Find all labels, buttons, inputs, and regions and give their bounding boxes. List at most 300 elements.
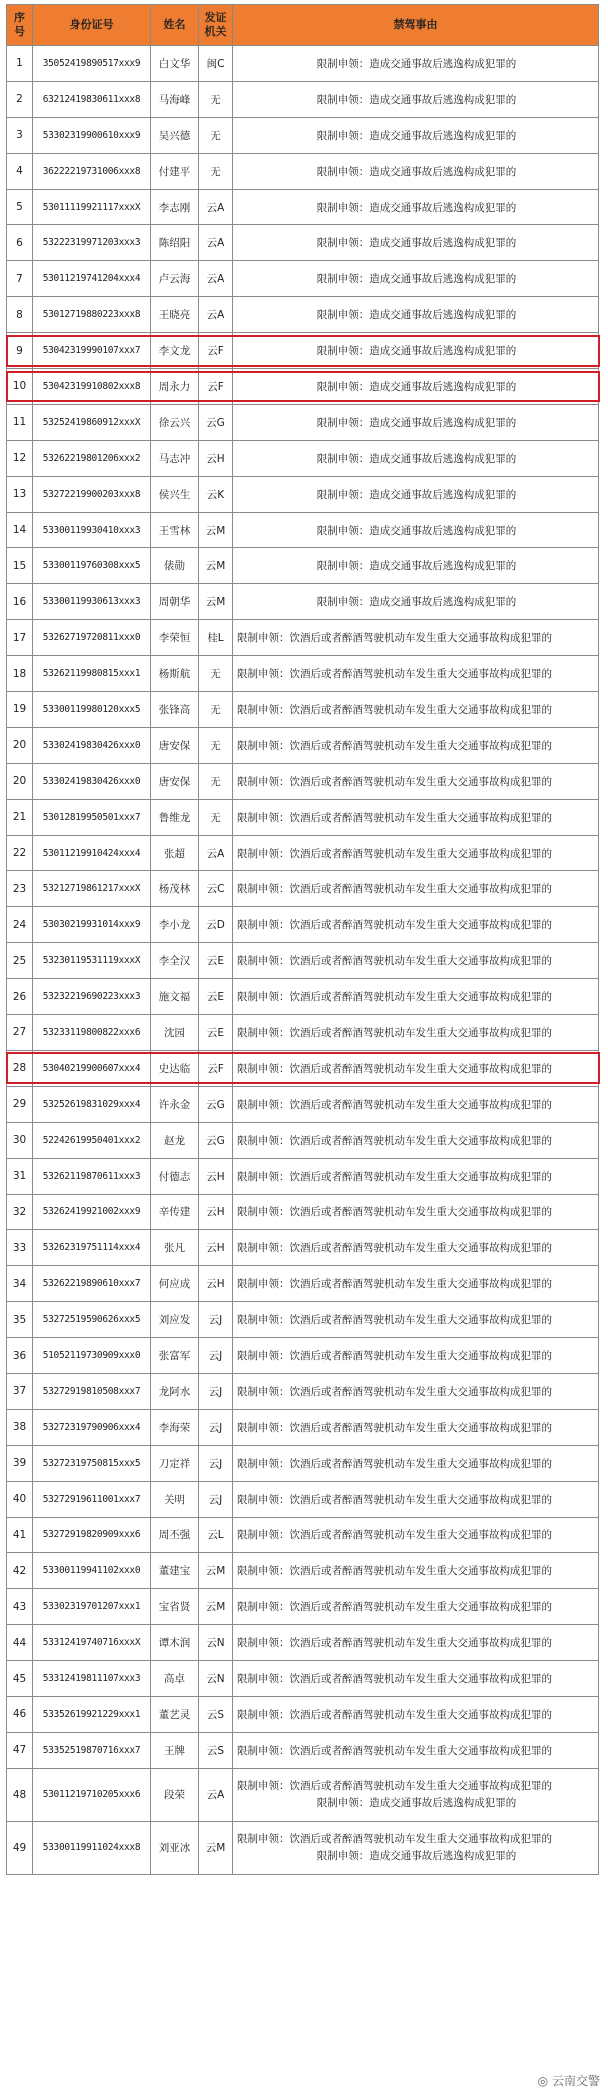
cell-name: 周丕强 — [151, 1517, 199, 1553]
cell-org: 云D — [199, 907, 233, 943]
cell-no: 20 — [7, 727, 33, 763]
cell-reason — [233, 1373, 599, 1409]
cell-org: 云N — [199, 1661, 233, 1697]
reason-text: 限制申领：饮酒后或者醉酒驾驶机动车发生重大交通事故构成犯罪的 — [237, 847, 552, 860]
cell-no: 34 — [7, 1266, 33, 1302]
cell-reason — [233, 620, 599, 656]
cell-name: 李文龙 — [151, 333, 199, 369]
cell-id: 53272319790906xxx4 — [33, 1409, 151, 1445]
cell-reason — [233, 1302, 599, 1338]
reason-text: 限制申领：饮酒后或者醉酒驾驶机动车发生重大交通事故构成犯罪的 — [237, 1421, 552, 1434]
cell-name: 唐安保 — [151, 763, 199, 799]
wechat-icon: ◎ — [537, 2074, 549, 2088]
cell-no: 20 — [7, 763, 33, 799]
cell-name: 周朝华 — [151, 584, 199, 620]
cell-name: 高卓 — [151, 1661, 199, 1697]
cell-name: 徐云兴 — [151, 404, 199, 440]
cell-reason — [233, 1158, 599, 1194]
cell-name: 董艺灵 — [151, 1696, 199, 1732]
cell-id: 53272519590626xxx5 — [33, 1302, 151, 1338]
cell-id: 53262719720811xxx0 — [33, 620, 151, 656]
cell-org: 云A — [199, 225, 233, 261]
cell-reason — [233, 1661, 599, 1697]
reason-text: 限制申领：造成交通事故后逃逸构成犯罪的 — [316, 309, 517, 322]
cell-org: 云G — [199, 1122, 233, 1158]
table-row — [7, 1373, 599, 1409]
cell-org: 桂L — [199, 620, 233, 656]
col-header-no: 序号 — [7, 5, 33, 46]
table-row — [7, 1589, 599, 1625]
cell-no: 30 — [7, 1122, 33, 1158]
table-row — [7, 1696, 599, 1732]
cell-id: 53272919820909xxx6 — [33, 1517, 151, 1553]
cell-no: 13 — [7, 476, 33, 512]
cell-name: 许永金 — [151, 1086, 199, 1122]
reason-text: 限制申领：造成交通事故后逃逸构成犯罪的 — [316, 596, 517, 609]
table-row — [7, 369, 599, 405]
cell-no: 28 — [7, 1050, 33, 1086]
reason-text: 限制申领：饮酒后或者醉酒驾驶机动车发生重大交通事故构成犯罪的 — [237, 1708, 552, 1721]
table-row — [7, 1732, 599, 1768]
cell-org: 云M — [199, 512, 233, 548]
reason-text: 限制申领：饮酒后或者醉酒驾驶机动车发生重大交通事故构成犯罪的 — [237, 1832, 552, 1845]
cell-name: 李小龙 — [151, 907, 199, 943]
reason-text: 限制申领：造成交通事故后逃逸构成犯罪的 — [316, 524, 517, 537]
cell-reason — [233, 1086, 599, 1122]
table-row — [7, 1517, 599, 1553]
cell-org: 云G — [199, 1086, 233, 1122]
cell-no: 9 — [7, 333, 33, 369]
table-row — [7, 512, 599, 548]
table-row — [7, 1086, 599, 1122]
cell-name: 陈绍阳 — [151, 225, 199, 261]
table-row — [7, 1481, 599, 1517]
cell-name: 董建宝 — [151, 1553, 199, 1589]
table-row — [7, 1050, 599, 1086]
table-row — [7, 1230, 599, 1266]
cell-name: 龙阿水 — [151, 1373, 199, 1409]
reason-text: 限制申领：造成交通事故后逃逸构成犯罪的 — [316, 345, 517, 358]
cell-org: 云S — [199, 1732, 233, 1768]
cell-reason — [233, 1696, 599, 1732]
table-row — [7, 225, 599, 261]
cell-name: 吴兴德 — [151, 117, 199, 153]
cell-id: 53262119870611xxx3 — [33, 1158, 151, 1194]
cell-reason — [233, 979, 599, 1015]
cell-no: 18 — [7, 656, 33, 692]
cell-id: 53012819950501xxx7 — [33, 799, 151, 835]
table-row — [7, 153, 599, 189]
table-row — [7, 1445, 599, 1481]
cell-name: 史达临 — [151, 1050, 199, 1086]
cell-name: 沈园 — [151, 1015, 199, 1051]
cell-reason — [233, 369, 599, 405]
cell-org: 无 — [199, 763, 233, 799]
reason-text: 限制申领：造成交通事故后逃逸构成犯罪的 — [316, 201, 517, 214]
cell-org: 云J — [199, 1409, 233, 1445]
cell-org: 云H — [199, 1266, 233, 1302]
reason-text: 限制申领：造成交通事故后逃逸构成犯罪的 — [316, 165, 517, 178]
cell-no: 43 — [7, 1589, 33, 1625]
cell-no: 11 — [7, 404, 33, 440]
cell-name: 卢云海 — [151, 261, 199, 297]
cell-org: 云M — [199, 584, 233, 620]
reason-text: 限制申领：饮酒后或者醉酒驾驶机动车发生重大交通事故构成犯罪的 — [237, 668, 552, 681]
table-row — [7, 1821, 599, 1874]
cell-reason — [233, 153, 599, 189]
cell-org: 云K — [199, 476, 233, 512]
table-row — [7, 835, 599, 871]
cell-org: 云A — [199, 297, 233, 333]
cell-name: 付建平 — [151, 153, 199, 189]
cell-reason — [233, 117, 599, 153]
cell-name: 杨茂林 — [151, 871, 199, 907]
cell-no: 48 — [7, 1768, 33, 1821]
cell-name: 刘亚冰 — [151, 1821, 199, 1874]
table-row — [7, 548, 599, 584]
cell-name: 张超 — [151, 835, 199, 871]
cell-id: 53040219900607xxx4 — [33, 1050, 151, 1086]
cell-no: 3 — [7, 117, 33, 153]
reason-text: 限制申领：饮酒后或者醉酒驾驶机动车发生重大交通事故构成犯罪的 — [237, 1779, 552, 1792]
table-row — [7, 1768, 599, 1821]
cell-no: 49 — [7, 1821, 33, 1874]
cell-reason — [233, 1625, 599, 1661]
watermark-text: 云南交警 — [551, 2074, 600, 2088]
table-row — [7, 440, 599, 476]
reason-text-2: 限制申领：造成交通事故后逃逸构成犯罪的 — [316, 1849, 517, 1862]
cell-org: 云F — [199, 1050, 233, 1086]
cell-id: 53272919611001xxx7 — [33, 1481, 151, 1517]
cell-id: 53212719861217xxxX — [33, 871, 151, 907]
cell-id: 53302419830426xxx0 — [33, 763, 151, 799]
cell-reason — [233, 548, 599, 584]
table-row — [7, 1409, 599, 1445]
cell-no: 29 — [7, 1086, 33, 1122]
cell-org: 云E — [199, 979, 233, 1015]
table-row — [7, 189, 599, 225]
cell-id: 53262219890610xxx7 — [33, 1266, 151, 1302]
reason-text: 限制申领：造成交通事故后逃逸构成犯罪的 — [316, 273, 517, 286]
cell-id: 53300119911024xxx8 — [33, 1821, 151, 1874]
cell-id: 53011219910424xxx4 — [33, 835, 151, 871]
cell-no: 36 — [7, 1338, 33, 1374]
cell-reason — [233, 1266, 599, 1302]
cell-org: 闽C — [199, 46, 233, 82]
table-row — [7, 1625, 599, 1661]
table-row — [7, 117, 599, 153]
cell-no: 4 — [7, 153, 33, 189]
reason-text: 限制申领：饮酒后或者醉酒驾驶机动车发生重大交通事故构成犯罪的 — [237, 1134, 552, 1147]
reason-text: 限制申领：饮酒后或者醉酒驾驶机动车发生重大交通事故构成犯罪的 — [237, 1314, 552, 1327]
cell-org: 云F — [199, 369, 233, 405]
cell-no: 14 — [7, 512, 33, 548]
cell-reason — [233, 1821, 599, 1874]
table-row — [7, 943, 599, 979]
cell-name: 李全汉 — [151, 943, 199, 979]
cell-reason — [233, 1732, 599, 1768]
cell-org: 云J — [199, 1373, 233, 1409]
reason-text: 限制申领：饮酒后或者醉酒驾驶机动车发生重大交通事故构成犯罪的 — [237, 1098, 552, 1111]
table-row — [7, 476, 599, 512]
cell-org: 云H — [199, 1194, 233, 1230]
cell-reason — [233, 799, 599, 835]
cell-name: 李荣恒 — [151, 620, 199, 656]
cell-no: 23 — [7, 871, 33, 907]
cell-name: 关明 — [151, 1481, 199, 1517]
cell-name: 张富军 — [151, 1338, 199, 1374]
cell-name: 刀定祥 — [151, 1445, 199, 1481]
cell-name: 张锋高 — [151, 692, 199, 728]
table-row — [7, 727, 599, 763]
cell-id: 53302319900610xxx9 — [33, 117, 151, 153]
cell-no: 37 — [7, 1373, 33, 1409]
table-row — [7, 763, 599, 799]
cell-org: 云S — [199, 1696, 233, 1732]
table-row — [7, 333, 599, 369]
reason-text: 限制申领：造成交通事故后逃逸构成犯罪的 — [316, 57, 517, 70]
table-row — [7, 1266, 599, 1302]
cell-org: 云A — [199, 835, 233, 871]
cell-name: 周永力 — [151, 369, 199, 405]
cell-id: 53272219900203xxx8 — [33, 476, 151, 512]
cell-name: 鲁维龙 — [151, 799, 199, 835]
cell-name: 张凡 — [151, 1230, 199, 1266]
cell-reason — [233, 46, 599, 82]
cell-id: 53300119930613xxx3 — [33, 584, 151, 620]
cell-org: 云F — [199, 333, 233, 369]
cell-no: 39 — [7, 1445, 33, 1481]
cell-id: 53222319971203xxx3 — [33, 225, 151, 261]
cell-no: 6 — [7, 225, 33, 261]
cell-id: 53352619921229xxx1 — [33, 1696, 151, 1732]
reason-text: 限制申领：造成交通事故后逃逸构成犯罪的 — [316, 237, 517, 250]
table-row — [7, 1553, 599, 1589]
cell-id: 53300119941102xxx0 — [33, 1553, 151, 1589]
cell-id: 53030219931014xxx9 — [33, 907, 151, 943]
cell-reason — [233, 1768, 599, 1821]
cell-reason — [233, 871, 599, 907]
cell-name: 王晓亮 — [151, 297, 199, 333]
cell-name: 宝省贤 — [151, 1589, 199, 1625]
cell-reason — [233, 1409, 599, 1445]
cell-name: 施文福 — [151, 979, 199, 1015]
cell-id: 53300119760308xxx5 — [33, 548, 151, 584]
cell-id: 53011119921117xxxX — [33, 189, 151, 225]
cell-reason — [233, 1050, 599, 1086]
cell-no: 1 — [7, 46, 33, 82]
cell-org: 云L — [199, 1517, 233, 1553]
cell-reason — [233, 1517, 599, 1553]
cell-id: 53232219690223xxx3 — [33, 979, 151, 1015]
cell-no: 10 — [7, 369, 33, 405]
cell-name: 杨斯航 — [151, 656, 199, 692]
cell-id: 53312419740716xxxX — [33, 1625, 151, 1661]
reason-text: 限制申领：造成交通事故后逃逸构成犯罪的 — [316, 452, 517, 465]
cell-reason — [233, 81, 599, 117]
cell-no: 46 — [7, 1696, 33, 1732]
table-row — [7, 584, 599, 620]
cell-name: 李海荣 — [151, 1409, 199, 1445]
table-row — [7, 46, 599, 82]
cell-name: 侯兴生 — [151, 476, 199, 512]
cell-name: 李志刚 — [151, 189, 199, 225]
cell-no: 35 — [7, 1302, 33, 1338]
cell-name: 王雪林 — [151, 512, 199, 548]
reason-text: 限制申领：饮酒后或者醉酒驾驶机动车发生重大交通事故构成犯罪的 — [237, 1385, 552, 1398]
reason-text: 限制申领：饮酒后或者醉酒驾驶机动车发生重大交通事故构成犯罪的 — [237, 1062, 552, 1075]
table-row — [7, 1661, 599, 1697]
cell-org: 云J — [199, 1302, 233, 1338]
cell-no: 44 — [7, 1625, 33, 1661]
cell-id: 53042319990107xxx7 — [33, 333, 151, 369]
reason-text: 限制申领：饮酒后或者醉酒驾驶机动车发生重大交通事故构成犯罪的 — [237, 1206, 552, 1219]
cell-no: 17 — [7, 620, 33, 656]
cell-no: 40 — [7, 1481, 33, 1517]
reason-text: 限制申领：造成交通事故后逃逸构成犯罪的 — [316, 93, 517, 106]
cell-name: 谭木润 — [151, 1625, 199, 1661]
cell-id: 53262219801206xxx2 — [33, 440, 151, 476]
reason-text-2: 限制申领：造成交通事故后逃逸构成犯罪的 — [316, 1796, 517, 1809]
reason-text: 限制申领：饮酒后或者醉酒驾驶机动车发生重大交通事故构成犯罪的 — [237, 1529, 552, 1542]
cell-no: 12 — [7, 440, 33, 476]
cell-reason — [233, 763, 599, 799]
reason-text: 限制申领：饮酒后或者醉酒驾驶机动车发生重大交通事故构成犯罪的 — [237, 1637, 552, 1650]
cell-no: 19 — [7, 692, 33, 728]
cell-reason — [233, 261, 599, 297]
cell-reason — [233, 297, 599, 333]
cell-reason — [233, 1445, 599, 1481]
cell-reason — [233, 512, 599, 548]
cell-id: 53272919810508xxx7 — [33, 1373, 151, 1409]
cell-org: 云G — [199, 404, 233, 440]
reason-text: 限制申领：饮酒后或者醉酒驾驶机动车发生重大交通事故构成犯罪的 — [237, 1744, 552, 1757]
reason-text: 限制申领：饮酒后或者醉酒驾驶机动车发生重大交通事故构成犯罪的 — [237, 1350, 552, 1362]
cell-no: 7 — [7, 261, 33, 297]
table-row — [7, 799, 599, 835]
table-row — [7, 871, 599, 907]
cell-name: 段荣 — [151, 1768, 199, 1821]
cell-no: 45 — [7, 1661, 33, 1697]
cell-id: 53262419921002xxx9 — [33, 1194, 151, 1230]
cell-reason — [233, 189, 599, 225]
cell-id: 53262319751114xxx4 — [33, 1230, 151, 1266]
table-row — [7, 1158, 599, 1194]
table-row — [7, 656, 599, 692]
cell-name: 唐安保 — [151, 727, 199, 763]
cell-no: 16 — [7, 584, 33, 620]
reason-text: 限制申领：饮酒后或者醉酒驾驶机动车发生重大交通事故构成犯罪的 — [237, 991, 552, 1004]
cell-id: 53262119980815xxx1 — [33, 656, 151, 692]
col-header-id: 身份证号 — [33, 5, 151, 46]
reason-text: 限制申领：饮酒后或者醉酒驾驶机动车发生重大交通事故构成犯罪的 — [237, 1673, 552, 1686]
cell-reason — [233, 476, 599, 512]
cell-no: 22 — [7, 835, 33, 871]
cell-name: 刘应发 — [151, 1302, 199, 1338]
table-row — [7, 907, 599, 943]
cell-org: 云M — [199, 1553, 233, 1589]
reason-text: 限制申领：饮酒后或者醉酒驾驶机动车发生重大交通事故构成犯罪的 — [237, 883, 552, 896]
cell-id: 53042319910802xxx8 — [33, 369, 151, 405]
cell-reason — [233, 835, 599, 871]
cell-id: 53302419830426xxx0 — [33, 727, 151, 763]
cell-no: 27 — [7, 1015, 33, 1051]
cell-id: 35052419890517xxx9 — [33, 46, 151, 82]
cell-id: 52242619950401xxx2 — [33, 1122, 151, 1158]
cell-org: 云H — [199, 1158, 233, 1194]
col-header-org: 发证机关 — [199, 5, 233, 46]
header-row — [7, 5, 599, 46]
watermark — [538, 2072, 600, 2089]
cell-reason — [233, 225, 599, 261]
table-row — [7, 692, 599, 728]
cell-reason — [233, 404, 599, 440]
cell-id: 36222219731006xxx8 — [33, 153, 151, 189]
cell-id: 53300119980120xxx5 — [33, 692, 151, 728]
cell-reason — [233, 1589, 599, 1625]
cell-org: 云J — [199, 1481, 233, 1517]
cell-org: 云A — [199, 189, 233, 225]
cell-org: 云M — [199, 1589, 233, 1625]
cell-reason — [233, 907, 599, 943]
reason-text: 限制申领：饮酒后或者醉酒驾驶机动车发生重大交通事故构成犯罪的 — [237, 703, 552, 716]
cell-no: 24 — [7, 907, 33, 943]
cell-no: 26 — [7, 979, 33, 1015]
cell-reason — [233, 1230, 599, 1266]
cell-org: 云H — [199, 440, 233, 476]
reason-text: 限制申领：造成交通事故后逃逸构成犯罪的 — [316, 380, 517, 393]
cell-org: 云J — [199, 1338, 233, 1374]
cell-id: 53233119800822xxx6 — [33, 1015, 151, 1051]
cell-reason — [233, 1122, 599, 1158]
col-header-reason: 禁驾事由 — [233, 5, 599, 46]
cell-reason — [233, 333, 599, 369]
cell-org: 无 — [199, 727, 233, 763]
reason-text: 限制申领：饮酒后或者醉酒驾驶机动车发生重大交通事故构成犯罪的 — [237, 739, 552, 752]
col-header-name: 姓名 — [151, 5, 199, 46]
cell-no: 15 — [7, 548, 33, 584]
cell-no: 31 — [7, 1158, 33, 1194]
reason-text: 限制申领：饮酒后或者醉酒驾驶机动车发生重大交通事故构成犯罪的 — [237, 1601, 552, 1614]
cell-no: 32 — [7, 1194, 33, 1230]
cell-id: 53312419811107xxx3 — [33, 1661, 151, 1697]
cell-id: 53300119930410xxx3 — [33, 512, 151, 548]
cell-name: 俵勋 — [151, 548, 199, 584]
cell-id: 53302319701207xxx1 — [33, 1589, 151, 1625]
cell-org: 云M — [199, 548, 233, 584]
cell-reason — [233, 440, 599, 476]
cell-name: 何应成 — [151, 1266, 199, 1302]
cell-org: 云J — [199, 1445, 233, 1481]
cell-reason — [233, 943, 599, 979]
reason-text: 限制申领：饮酒后或者醉酒驾驶机动车发生重大交通事故构成犯罪的 — [237, 632, 552, 645]
cell-org: 无 — [199, 656, 233, 692]
cell-name: 马志冲 — [151, 440, 199, 476]
cell-reason — [233, 1015, 599, 1051]
cell-name: 白文华 — [151, 46, 199, 82]
cell-id: 53272319750815xxx5 — [33, 1445, 151, 1481]
reason-text: 限制申领：造成交通事故后逃逸构成犯罪的 — [316, 416, 517, 429]
reason-text: 限制申领：饮酒后或者醉酒驾驶机动车发生重大交通事故构成犯罪的 — [237, 1493, 552, 1506]
table-row — [7, 404, 599, 440]
cell-name: 王牌 — [151, 1732, 199, 1768]
cell-org: 云N — [199, 1625, 233, 1661]
reason-text: 限制申领：饮酒后或者醉酒驾驶机动车发生重大交通事故构成犯罪的 — [237, 811, 552, 824]
reason-text: 限制申领：饮酒后或者醉酒驾驶机动车发生重大交通事故构成犯罪的 — [237, 1565, 552, 1578]
cell-no: 2 — [7, 81, 33, 117]
cell-reason — [233, 1194, 599, 1230]
cell-org: 云A — [199, 1768, 233, 1821]
